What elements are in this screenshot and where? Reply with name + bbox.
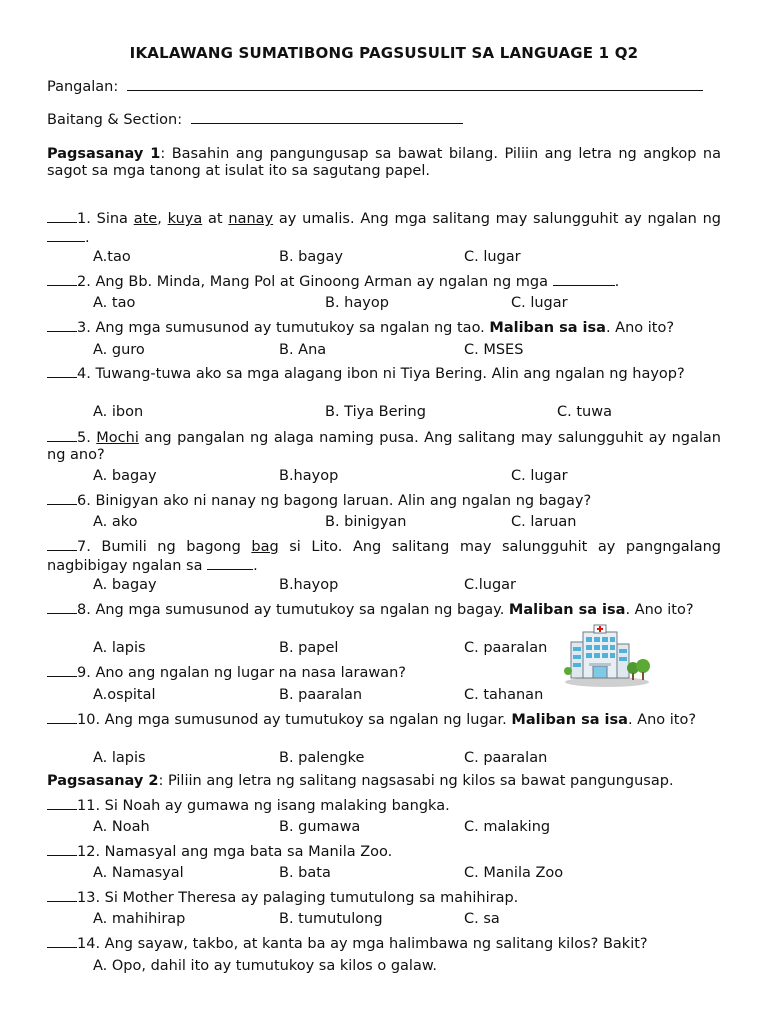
q5-choice-a[interactable]: A. bagay bbox=[93, 468, 157, 484]
q7-choice-a[interactable]: A. bagay bbox=[93, 577, 157, 593]
q3-choice-c[interactable]: C. MSES bbox=[464, 342, 524, 358]
q10-bold: Maliban sa isa bbox=[511, 712, 628, 728]
q9-text: 9. Ano ang ngalan ng lugar na nasa larawan? bbox=[77, 665, 406, 681]
answer-blank-3[interactable] bbox=[47, 318, 77, 332]
baitang-line[interactable] bbox=[191, 122, 463, 124]
q3-rest: . Ano ito? bbox=[605, 320, 675, 336]
q3-text: 3. Ang mga sumusunod ay tumutukoy sa ngalan ng tao. bbox=[77, 320, 490, 336]
q8-text: 8. Ang mga sumusunod ay tumutukoy sa ngalan ng bagay. bbox=[77, 602, 509, 618]
q9-choice-c[interactable]: C. tahanan bbox=[464, 687, 544, 703]
q5-text: 5. bbox=[77, 430, 97, 446]
q13-choice-b[interactable]: B. tumutulong bbox=[279, 911, 383, 927]
q1-underlined-ate: ate bbox=[133, 211, 158, 227]
answer-blank-13[interactable] bbox=[47, 888, 77, 902]
q14-text: 14. Ang sayaw, takbo, at kanta ba ay mga halimbawa ng salitang kilos? Bakit? bbox=[77, 936, 648, 952]
answer-blank-6[interactable] bbox=[47, 491, 77, 505]
answer-blank-12[interactable] bbox=[47, 842, 77, 856]
q2-choice-c[interactable]: C. lugar bbox=[511, 295, 568, 311]
baitang-field[interactable] bbox=[47, 112, 463, 128]
q9-choice-b[interactable]: B. paaralan bbox=[279, 687, 363, 703]
q2-choice-b[interactable]: B. hayop bbox=[325, 295, 389, 311]
q1-choice-c[interactable]: C. lugar bbox=[464, 249, 521, 265]
q2-text: 2. Ang Bb. Minda, Mang Pol at Ginoong Arman ay ngalan ng mga bbox=[77, 274, 553, 290]
q8-choice-a[interactable]: A. lapis bbox=[93, 640, 146, 656]
q8-bold: Maliban sa isa bbox=[508, 602, 626, 618]
q11-choice-a[interactable]: A. Noah bbox=[93, 819, 150, 835]
inline-blank[interactable] bbox=[553, 272, 615, 286]
q8-choice-c[interactable]: C. paaralan bbox=[464, 640, 548, 656]
q6-choice-c[interactable]: C. laruan bbox=[511, 514, 577, 530]
q1-sep: at bbox=[202, 211, 229, 227]
inline-blank[interactable] bbox=[47, 228, 85, 242]
pangalan-label: Pangalan: bbox=[47, 79, 119, 95]
q8-rest: . Ano ito? bbox=[625, 602, 694, 618]
answer-blank-2[interactable] bbox=[47, 272, 77, 286]
q13-choice-c[interactable]: C. sa bbox=[464, 911, 500, 927]
q1-text: ay umalis. Ang mga salitang may salungguhit ay ngalan ng bbox=[273, 211, 722, 227]
q7-underlined: bag bbox=[251, 539, 279, 555]
q13-text: 13. Si Mother Theresa ay palaging tumutulong sa mahihirap. bbox=[77, 890, 519, 906]
q4-choice-a[interactable]: A. ibon bbox=[93, 404, 144, 420]
q3-bold: Maliban sa isa bbox=[489, 320, 606, 336]
q7-choice-c[interactable]: C.lugar bbox=[464, 577, 517, 593]
pagsasanay-2-instruction bbox=[47, 773, 721, 790]
q1-underlined-nanay: nanay bbox=[228, 211, 274, 227]
q1-end: . bbox=[85, 230, 90, 246]
answer-blank-5[interactable] bbox=[47, 428, 77, 442]
q1-sep: , bbox=[157, 211, 168, 227]
q1-choice-a[interactable]: A.tao bbox=[93, 249, 131, 265]
q6-choice-b[interactable]: B. binigyan bbox=[325, 514, 407, 530]
answer-blank-4[interactable] bbox=[47, 364, 77, 378]
answer-blank-11[interactable] bbox=[47, 796, 77, 810]
q3-choice-a[interactable]: A. guro bbox=[93, 342, 145, 358]
q9-choice-a[interactable]: A.ospital bbox=[93, 687, 156, 703]
pangalan-field[interactable] bbox=[47, 79, 703, 95]
answer-blank-1[interactable] bbox=[47, 209, 77, 223]
question-4 bbox=[47, 364, 721, 383]
q5-underlined: Mochi bbox=[96, 430, 139, 446]
q13-choice-a[interactable]: A. mahihirap bbox=[93, 911, 186, 927]
question-9 bbox=[47, 663, 721, 682]
q12-choice-a[interactable]: A. Namasyal bbox=[93, 865, 184, 881]
inline-blank[interactable] bbox=[207, 556, 253, 570]
answer-blank-8[interactable] bbox=[47, 600, 77, 614]
q10-choice-b[interactable]: B. palengke bbox=[279, 750, 365, 766]
q2-choice-a[interactable]: A. tao bbox=[93, 295, 136, 311]
question-6 bbox=[47, 491, 721, 510]
pagsasanay-1-instruction bbox=[47, 146, 721, 180]
q2-end: . bbox=[614, 274, 620, 290]
q6-text: 6. Binigyan ako ni nanay ng bagong laruan. Alin ang ngalan ng bagay? bbox=[77, 493, 592, 509]
baitang-label: Baitang & Section: bbox=[47, 112, 183, 128]
q1-choice-b[interactable]: B. bagay bbox=[279, 249, 343, 265]
q7-text: 7. Bumili ng bagong bbox=[77, 539, 252, 555]
q1-underlined-kuya: kuya bbox=[167, 211, 203, 227]
q4-choice-c[interactable]: C. tuwa bbox=[557, 404, 612, 420]
q10-choice-a[interactable]: A. lapis bbox=[93, 750, 146, 766]
q6-choice-a[interactable]: A. ako bbox=[93, 514, 138, 530]
q5-rest: ang pangalan ng alaga naming pusa. Ang salitang may salungguhit ay ngalan ng ano? bbox=[47, 430, 721, 463]
question-10 bbox=[47, 710, 721, 729]
page-title: IKALAWANG SUMATIBONG PAGSUSULIT SA LANGUAGE 1 Q2 bbox=[129, 44, 639, 62]
q14-choice-a[interactable]: A. Opo, dahil ito ay tumutukoy sa kilos o galaw. bbox=[93, 958, 437, 974]
q4-text: 4. Tuwang-tuwa ako sa mga alagang ibon ni Tiya Bering. Alin ang ngalan ng hayop? bbox=[77, 366, 685, 382]
q10-rest: . Ano ito? bbox=[627, 712, 697, 728]
q11-choice-b[interactable]: B. gumawa bbox=[279, 819, 361, 835]
pagsasanay-2-label: Pagsasanay 2 bbox=[47, 773, 159, 789]
question-7 bbox=[47, 537, 721, 575]
q5-choice-c[interactable]: C. lugar bbox=[511, 468, 568, 484]
q11-choice-c[interactable]: C. malaking bbox=[464, 819, 551, 835]
q3-choice-b[interactable]: B. Ana bbox=[279, 342, 327, 358]
q4-choice-b[interactable]: B. Tiya Bering bbox=[325, 404, 426, 420]
q12-choice-c[interactable]: C. Manila Zoo bbox=[464, 865, 564, 881]
pagsasanay-1-label: Pagsasanay 1 bbox=[47, 146, 161, 162]
pangalan-line[interactable] bbox=[127, 89, 703, 91]
q8-choice-b[interactable]: B. papel bbox=[279, 640, 339, 656]
question-2 bbox=[47, 272, 721, 291]
answer-blank-10[interactable] bbox=[47, 710, 77, 724]
q5-choice-b[interactable]: B.hayop bbox=[279, 468, 339, 484]
question-3 bbox=[47, 318, 721, 337]
pagsasanay-2-text: : Piliin ang letra ng salitang nagsasabi ng kilos sa bawat pangungusap. bbox=[158, 773, 674, 789]
q10-text: 10. Ang mga sumusunod ay tumutukoy sa ngalan ng lugar. bbox=[77, 712, 512, 728]
q1-text: 1. Sina bbox=[77, 211, 134, 227]
q12-choice-b[interactable]: B. bata bbox=[279, 865, 331, 881]
answer-blank-9[interactable] bbox=[47, 663, 77, 677]
pagsasanay-1-text: : Basahin ang pangungusap sa bawat bilang. Piliin ang letra ng angkop na sagot sa mga tanong at isulat ito sa sagutang papel. bbox=[47, 146, 721, 179]
answer-blank-14[interactable] bbox=[47, 934, 77, 948]
answer-blank-7[interactable] bbox=[47, 537, 77, 551]
q12-text: 12. Namasyal ang mga bata sa Manila Zoo. bbox=[77, 844, 393, 860]
question-5 bbox=[47, 428, 721, 464]
q7-choice-b[interactable]: B.hayop bbox=[279, 577, 339, 593]
q10-choice-c[interactable]: C. paaralan bbox=[464, 750, 548, 766]
question-8 bbox=[47, 600, 721, 619]
question-1 bbox=[47, 209, 721, 247]
question-11 bbox=[47, 796, 721, 815]
q11-text: 11. Si Noah ay gumawa ng isang malaking bangka. bbox=[77, 798, 450, 814]
question-12 bbox=[47, 842, 721, 861]
q7-end: . bbox=[253, 558, 258, 574]
q7-rest: si Lito. Ang salitang may salungguhit ay pangngalang nagbibigay ngalan sa bbox=[47, 539, 721, 574]
question-14 bbox=[47, 934, 721, 953]
question-13 bbox=[47, 888, 721, 907]
